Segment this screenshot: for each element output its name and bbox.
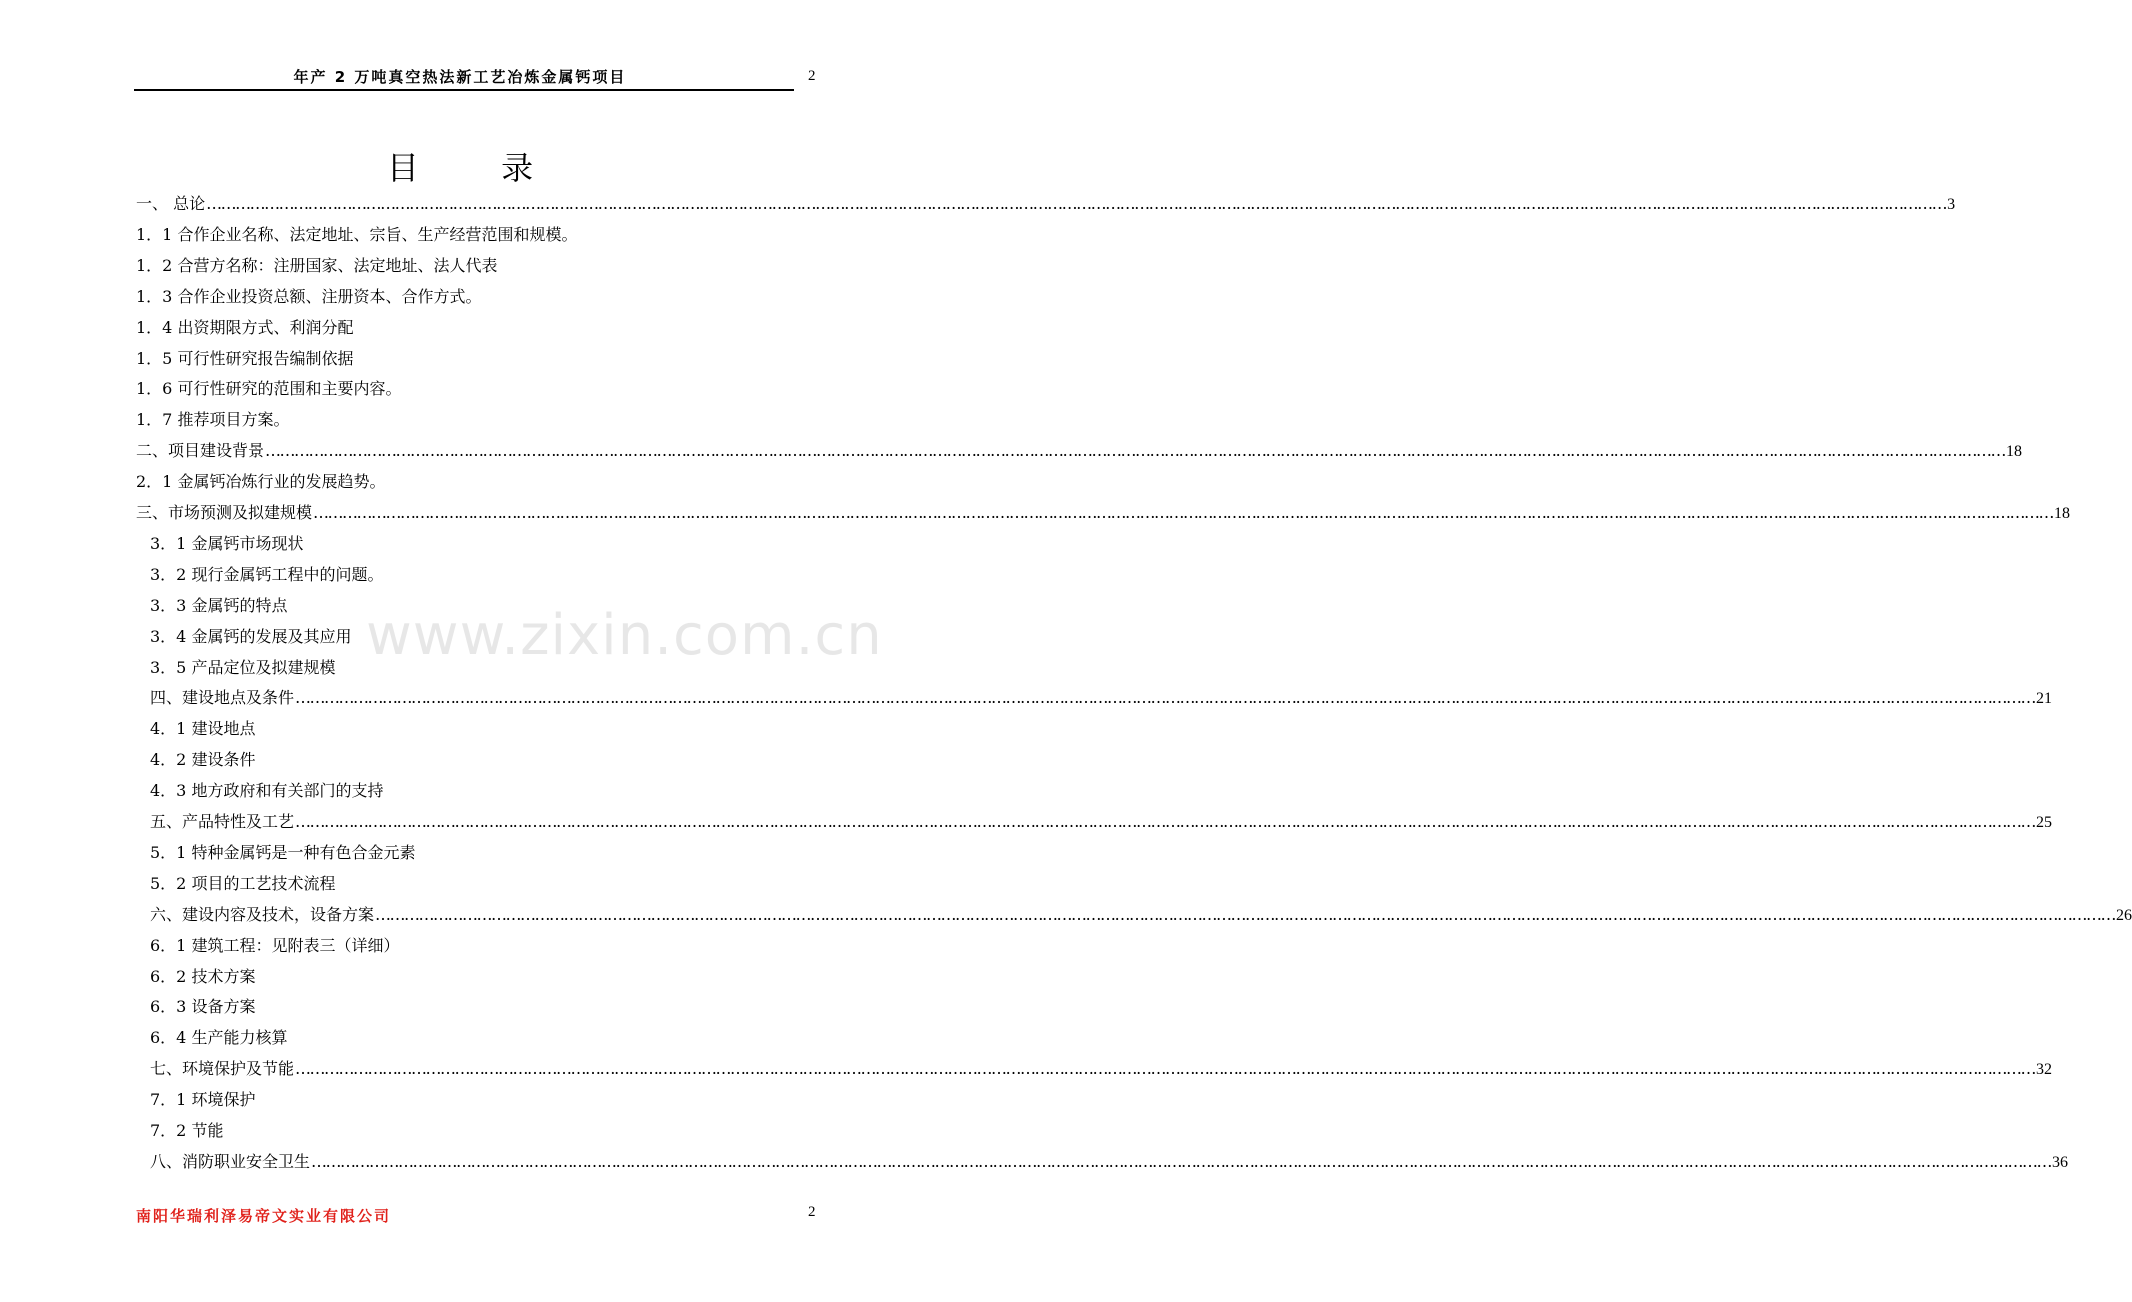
toc-subsection-line bbox=[136, 255, 497, 277]
toc-leader-dots: ……………………………………………………………………………………………………………………………………………………………………………………………………………………………………………………………………………………………………………………………… bbox=[295, 1059, 2036, 1078]
toc-subsection-line bbox=[150, 873, 335, 895]
toc-entry-label: 2．1 金属钙冶炼行业的发展趋势。 bbox=[136, 472, 386, 491]
toc-leader-dots: ……………………………………………………………………………………………………………………………………………………………………………………………………………………………………………………………………………………………………………………………… bbox=[206, 194, 1947, 213]
toc-section-line bbox=[136, 440, 2023, 463]
toc-page-number: 36 bbox=[2052, 1154, 2069, 1171]
toc-entry-label: 3．1 金属钙市场现状 bbox=[150, 534, 304, 553]
toc-entry-label: 1．6 可行性研究的范围和主要内容。 bbox=[136, 379, 402, 398]
toc-page-number: 18 bbox=[2054, 505, 2071, 522]
toc-subsection-line bbox=[150, 1089, 255, 1111]
header-title: 年产 2 万吨真空热法新工艺冶炼金属钙项目 bbox=[293, 68, 627, 86]
toc-entry-label: 七、环境保护及节能 bbox=[150, 1059, 295, 1078]
toc-entry-label: 3．4 金属钙的发展及其应用 bbox=[150, 627, 352, 646]
toc-page-number: 18 bbox=[2006, 443, 2023, 460]
toc-subsection-line bbox=[150, 935, 399, 957]
toc-entry-label: 1．5 可行性研究报告编制依据 bbox=[136, 349, 354, 368]
toc-entry-label: 3．3 金属钙的特点 bbox=[150, 596, 288, 615]
toc-leader-dots: ……………………………………………………………………………………………………………………………………………………………………………………………………………………………………………………………………………………………………………………………… bbox=[265, 441, 2006, 460]
toc-section-line bbox=[150, 687, 2053, 710]
toc-entry-label: 4．3 地方政府和有关部门的支持 bbox=[150, 781, 384, 800]
toc-entry-label: 4．2 建设条件 bbox=[150, 750, 256, 769]
toc-page-number: 3 bbox=[1947, 196, 1956, 213]
toc-section-line bbox=[150, 1151, 2069, 1174]
toc-entry-label: 1．3 合作企业投资总额、注册资本、合作方式。 bbox=[136, 287, 482, 306]
toc-subsection-line bbox=[136, 286, 481, 308]
toc-subsection-line bbox=[150, 626, 351, 648]
toc-entry-label: 4．1 建设地点 bbox=[150, 719, 256, 738]
toc-entry-label: 一、 总论 bbox=[136, 194, 206, 213]
toc-subsection-line bbox=[136, 317, 353, 339]
toc-title: 目 录 bbox=[386, 149, 570, 187]
toc-subsection-line bbox=[150, 657, 335, 679]
toc-page-number: 26 bbox=[2116, 907, 2132, 924]
toc-entry-label: 四、建设地点及条件 bbox=[150, 688, 295, 707]
toc-section-line bbox=[136, 193, 1956, 216]
toc-section-line bbox=[150, 811, 2053, 834]
toc-subsection-line bbox=[136, 409, 289, 431]
header-rule bbox=[134, 89, 794, 91]
toc-entry-label: 3．5 产品定位及拟建规模 bbox=[150, 658, 336, 677]
toc-entry-label: 1．2 合营方名称：注册国家、法定地址、法人代表 bbox=[136, 256, 498, 275]
toc-section-line bbox=[150, 1058, 2053, 1081]
toc-subsection-line bbox=[150, 718, 255, 740]
toc-subsection-line bbox=[150, 533, 303, 555]
toc-section-line bbox=[150, 904, 2132, 927]
toc-entry-label: 3．2 现行金属钙工程中的问题。 bbox=[150, 565, 384, 584]
toc-page-number: 21 bbox=[2036, 690, 2053, 707]
toc-entry-label: 7．1 环境保护 bbox=[150, 1090, 256, 1109]
toc-subsection-line bbox=[136, 348, 353, 370]
header-page-number: 2 bbox=[808, 68, 816, 84]
toc-leader-dots: ……………………………………………………………………………………………………………………………………………………………………………………………………………………………………………………………………………………………………………………………… bbox=[311, 1152, 2052, 1171]
toc-leader-dots: ……………………………………………………………………………………………………………………………………………………………………………………………………………………………………………………………………………………………………………………………… bbox=[295, 812, 2036, 831]
toc-subsection-line bbox=[136, 224, 577, 246]
toc-section-line bbox=[136, 502, 2071, 525]
watermark: www.zixin.com.cn bbox=[366, 603, 883, 668]
toc-entry-label: 1．1 合作企业名称、法定地址、宗旨、生产经营范围和规模。 bbox=[136, 225, 578, 244]
toc-entry-label: 三、市场预测及拟建规模 bbox=[136, 503, 313, 522]
toc-entry-label: 六、建设内容及技术，设备方案 bbox=[150, 905, 375, 924]
toc-leader-dots: ……………………………………………………………………………………………………………………………………………………………………………………………………………………………………………………………………………………………………………………………… bbox=[295, 688, 2036, 707]
toc-entry-label: 二、项目建设背景 bbox=[136, 441, 265, 460]
toc-subsection-line bbox=[150, 842, 415, 864]
toc-subsection-line bbox=[150, 780, 383, 802]
toc-entry-label: 5．2 项目的工艺技术流程 bbox=[150, 874, 336, 893]
toc-subsection-line bbox=[150, 1120, 223, 1142]
toc-entry-label: 6．2 技术方案 bbox=[150, 967, 256, 986]
toc-subsection-line bbox=[136, 378, 401, 400]
toc-subsection-line bbox=[150, 749, 255, 771]
toc-entry-label: 五、产品特性及工艺 bbox=[150, 812, 295, 831]
toc-entry-label: 6．1 建筑工程：见附表三（详细） bbox=[150, 936, 400, 955]
footer-page-number: 2 bbox=[808, 1204, 816, 1220]
toc-subsection-line bbox=[150, 1027, 287, 1049]
toc-entry-label: 6．4 生产能力核算 bbox=[150, 1028, 288, 1047]
toc-entry-label: 6．3 设备方案 bbox=[150, 997, 256, 1016]
toc-page-number: 32 bbox=[2036, 1061, 2053, 1078]
footer-company: 南阳华瑞利泽易帝文实业有限公司 bbox=[136, 1207, 392, 1225]
toc-subsection-line bbox=[150, 996, 255, 1018]
toc-subsection-line bbox=[136, 471, 385, 493]
toc-entry-label: 5．1 特种金属钙是一种有色合金元素 bbox=[150, 843, 416, 862]
toc-entry-label: 1．7 推荐项目方案。 bbox=[136, 410, 290, 429]
toc-subsection-line bbox=[150, 564, 383, 586]
toc-entry-label: 八、消防职业安全卫生 bbox=[150, 1152, 311, 1171]
toc-leader-dots: ……………………………………………………………………………………………………………………………………………………………………………………………………………………………………………………………………………………………………………………………… bbox=[375, 905, 2116, 924]
toc-subsection-line bbox=[150, 966, 255, 988]
toc-entry-label: 7．2 节能 bbox=[150, 1121, 224, 1140]
toc-subsection-line bbox=[150, 595, 287, 617]
toc-leader-dots: ……………………………………………………………………………………………………………………………………………………………………………………………………………………………………………………………………………………………………………………………… bbox=[313, 503, 2054, 522]
toc-entry-label: 1．4 出资期限方式、利润分配 bbox=[136, 318, 354, 337]
toc-page-number: 25 bbox=[2036, 814, 2053, 831]
